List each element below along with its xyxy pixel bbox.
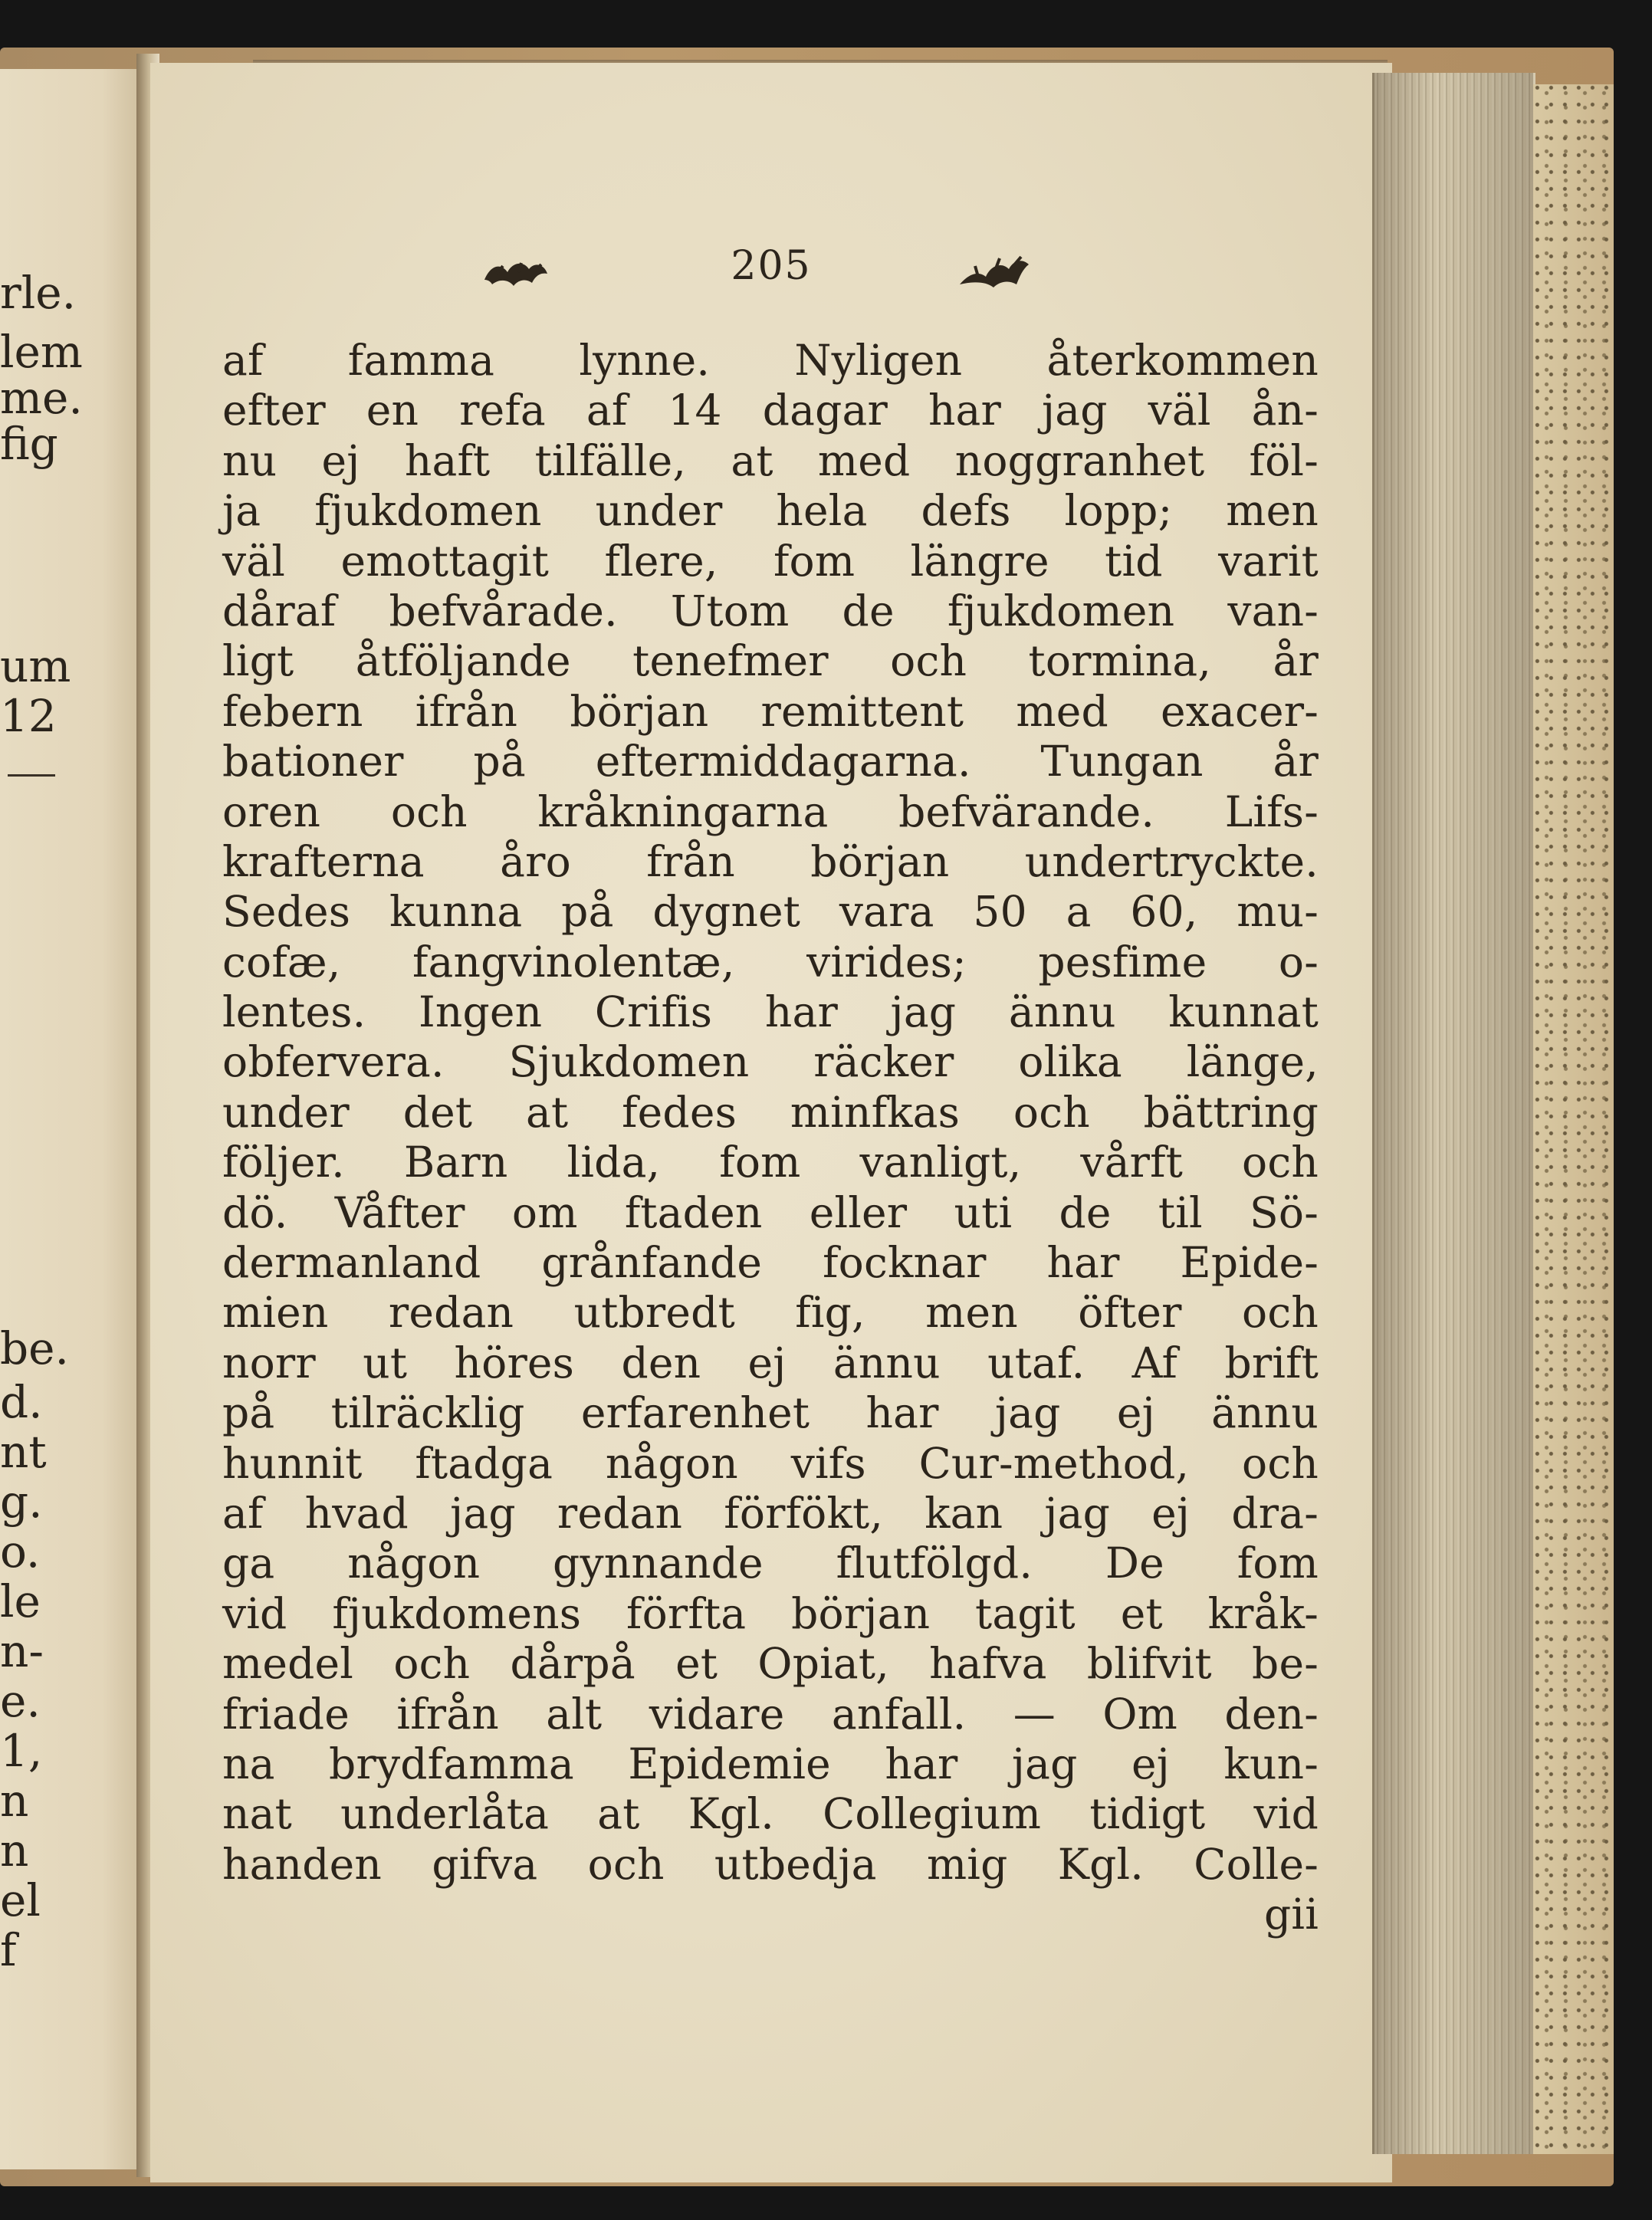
text-line: medel och dårpå et Opiat, hafva blifvit be- [222,1639,1319,1689]
left-fragment: be. [0,1322,69,1374]
left-fragment: nt [0,1426,47,1478]
left-fragment: e. [0,1675,41,1727]
right-page [150,63,1392,2182]
left-page-rule [8,774,55,777]
left-fragment: o. [0,1525,41,1578]
left-fragment: f [0,1924,17,1976]
text-line: mien redan utbredt fig, men öfter och [222,1288,1319,1338]
text-line: ga någon gynnande flutfölgd. De fom [222,1539,1319,1588]
left-fragment: g. [0,1476,43,1528]
left-fragment: d. [0,1376,43,1428]
text-line: lentes. Ingen Crifis har jag ännu kunnat [222,987,1319,1037]
left-fragment: 12 [0,690,57,742]
text-line: handen gifva och utbedja mig Kgl. Colle- [222,1839,1319,1889]
catchword: gii [1264,1890,1319,1939]
text-line: krafterna åro från början undertryckte. [222,836,1319,886]
marbled-endpaper [1533,84,1614,2154]
text-line: efter en refa af 14 dagar har jag väl ån- [222,386,1319,435]
text-line: cofæ, fangvinolentæ, virides; pesfime o- [222,937,1319,987]
text-line: hunnit ftadga någon vifs Cur-method, och [222,1438,1319,1488]
left-fragment: n [0,1824,29,1877]
fore-edge-shading [1372,73,1533,2154]
text-line: oren och kråkningarna befvärande. Lifs- [222,787,1319,836]
text-line: febern ifrån början remittent med exacer- [222,686,1319,736]
text-line: obfervera. Sjukdomen räcker olika länge, [222,1037,1319,1087]
text-line: på tilräcklig erfarenhet har jag ej ännu [222,1388,1319,1438]
left-fragment: um [0,640,71,692]
left-fragment: fig [0,418,58,470]
left-page-edge [0,69,146,2169]
fleuron-left-icon [481,257,550,291]
text-line: under det at fedes minfkas och bättring [222,1087,1319,1137]
left-fragment: n- [0,1625,44,1677]
text-line: bationer på eftermiddagarna. Tungan år [222,737,1319,787]
text-line: nat underlåta at Kgl. Collegium tidigt vid [222,1789,1319,1839]
page-header [150,243,1392,304]
text-line: ja fjukdomen under hela defs lopp; men [222,486,1319,536]
text-line: ligt åtföljande tenefmer och tormina, år [222,636,1319,686]
text-line: dåraf befvårade. Utom de fjukdomen van- [222,586,1319,635]
text-line: följer. Barn lida, fom vanligt, vårft och [222,1138,1319,1187]
text-line: dö. Våfter om ftaden eller uti de til Sö- [222,1187,1319,1237]
text-line: vid fjukdomens förfta början tagit et kråk- [222,1588,1319,1638]
text-line: na brydfamma Epidemie har jag ej kun- [222,1739,1319,1788]
left-fragment: me. [0,372,83,424]
left-fragment: n [0,1775,29,1827]
text-line: friade ifrån alt vidare anfall. — Om den- [222,1689,1319,1739]
text-line: nu ej haft tilfälle, at med noggranhet föl- [222,435,1319,485]
page-body-text [222,336,1319,1940]
left-fragment: el [0,1874,41,1926]
left-fragment: lem [0,326,83,378]
page-number: 205 [731,243,812,289]
text-line: dermanland grånfande focknar har Epide- [222,1238,1319,1288]
left-fragment: rle. [0,267,77,319]
text-line: Sedes kunna på dygnet vara 50 a 60, mu- [222,887,1319,937]
left-fragment: 1, [0,1725,43,1777]
text-line: norr ut höres den ej ännu utaf. Af brift [222,1338,1319,1388]
text-line: väl emottagit flere, fom längre tid varit [222,536,1319,586]
fleuron-right-icon [955,254,1032,291]
text-line: af famma lynne. Nyligen återkommen [222,336,1319,385]
text-line: af hvad jag redan förfökt, kan jag ej dra- [222,1488,1319,1538]
left-fragment: le [0,1575,41,1627]
